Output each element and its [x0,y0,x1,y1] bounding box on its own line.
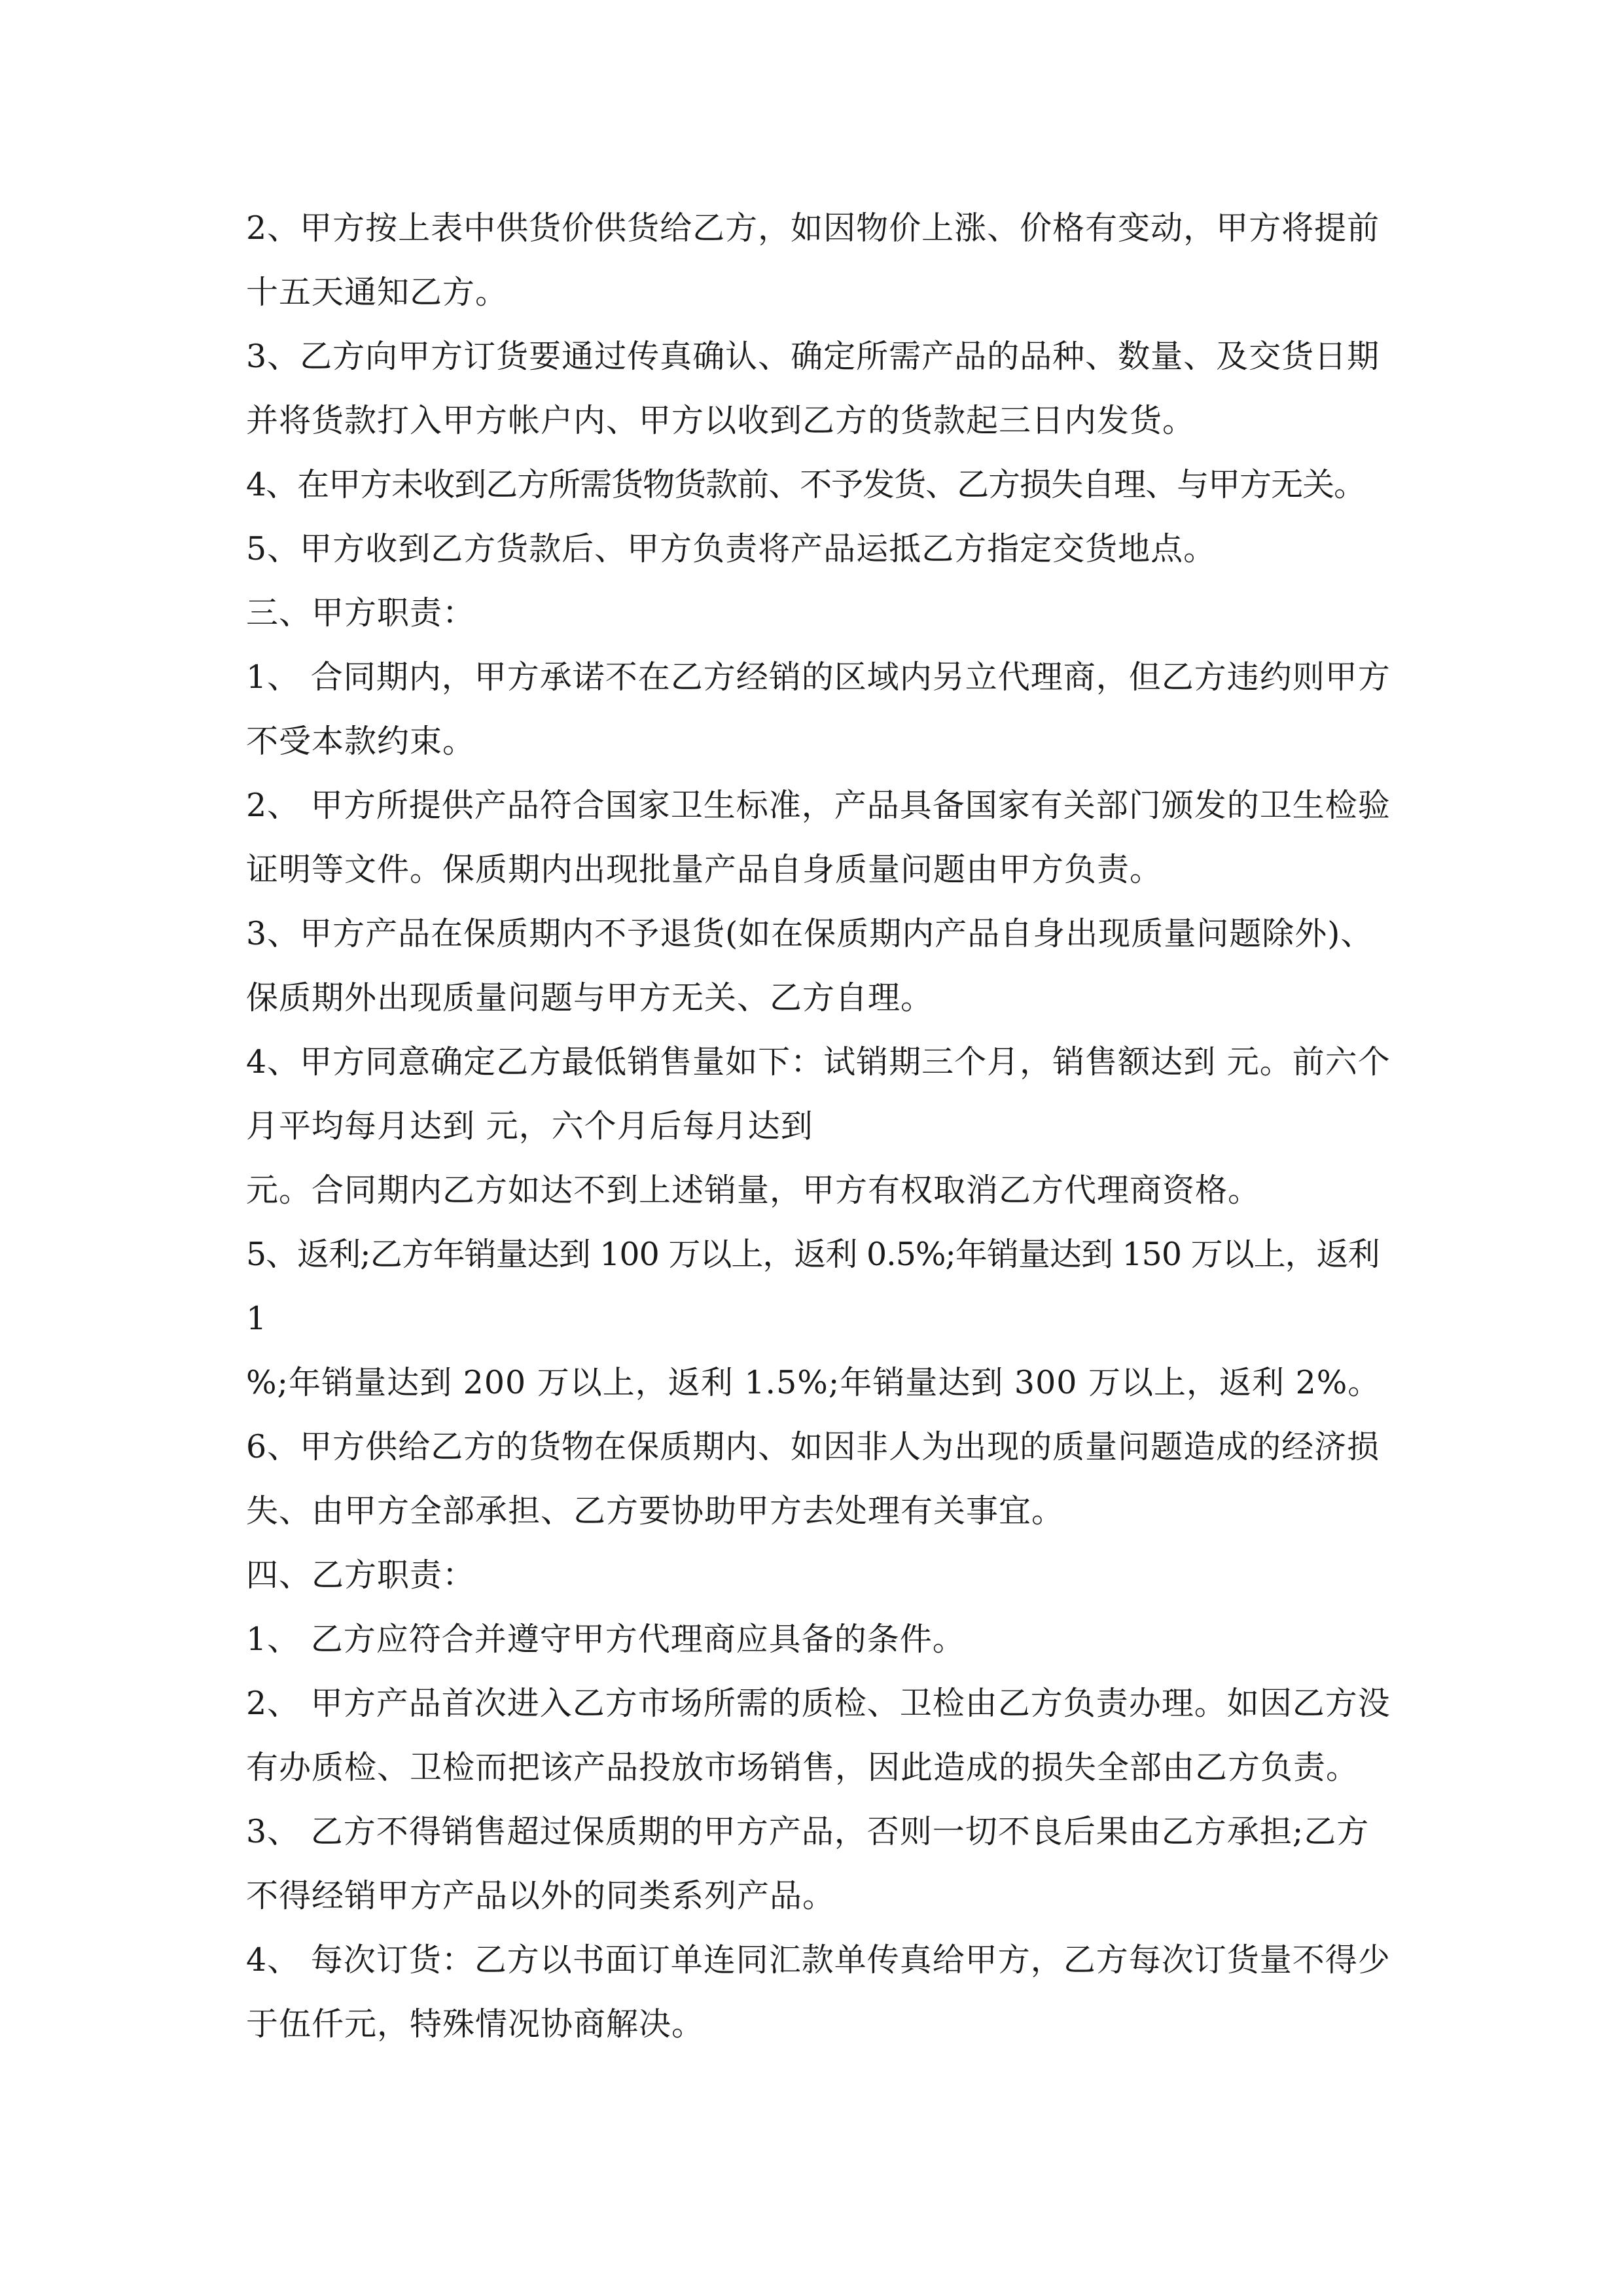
text-line: 5、返利;乙方年销量达到 100 万以上，返利 0.5%;年销量达到 150 万以上，返利 [246,1236,1380,1273]
text-line: 不受本款约束。 [246,723,476,760]
text-line: 5、甲方收到乙方货款后、甲方负责将产品运抵乙方指定交货地点。 [246,530,1217,567]
text-line: 不得经销甲方产品以外的同类系列产品。 [246,1877,836,1914]
text-line: 1、 乙方应符合并遵守甲方代理商应具备的条件。 [246,1621,965,1658]
text-line: 有办质检、卫检而把该产品投放市场销售，因此造成的损失全部由乙方负责。 [246,1749,1359,1786]
text-line: 1 [246,1300,268,1337]
text-line: 4、甲方同意确定乙方最低销售量如下：试销期三个月，销售额达到 元。前六个 [246,1043,1391,1081]
text-line: 3、 乙方不得销售超过保质期的甲方产品，否则一切不良后果由乙方承担;乙方 [246,1813,1370,1850]
text-line: 保质期外出现质量问题与甲方无关、乙方自理。 [246,979,934,1016]
text-line: 6、甲方供给乙方的货物在保质期内、如因非人为出现的质量问题造成的经济损 [246,1428,1380,1465]
text-line: 4、在甲方未收到乙方所需货物货款前、不予发货、乙方损失自理、与甲方无关。 [246,466,1366,503]
text-line: 2、 甲方产品首次进入乙方市场所需的质检、卫检由乙方负责办理。如因乙方没 [246,1685,1391,1722]
text-line: 月平均每月达到 元，六个月后每月达到 [246,1107,813,1145]
text-line: 并将货款打入甲方帐户内、甲方以收到乙方的货款起三日内发货。 [246,402,1196,439]
section-heading-party-a-duties: 三、甲方职责： [246,594,476,632]
text-line: 十五天通知乙方。 [246,274,508,311]
section-heading-party-b-duties: 四、乙方职责： [246,1556,476,1594]
text-line: 3、乙方向甲方订货要通过传真确认、确定所需产品的品种、数量、及交货日期 [246,338,1380,375]
text-line: %;年销量达到 200 万以上，返利 1.5%;年销量达到 300 万以上，返利 2%。 [246,1364,1381,1401]
text-line: 证明等文件。保质期内出现批量产品自身质量问题由甲方负责。 [246,851,1163,888]
text-line: 2、 甲方所提供产品符合国家卫生标准，产品具备国家有关部门颁发的卫生检验 [246,787,1391,824]
text-line: 1、 合同期内，甲方承诺不在乙方经销的区域内另立代理商，但乙方违约则甲方 [246,658,1391,696]
text-line: 4、 每次订货：乙方以书面订单连同汇款单传真给甲方，乙方每次订货量不得少 [246,1941,1391,1979]
contract-body-text [246,196,1391,2056]
text-line: 失、由甲方全部承担、乙方要协助甲方去处理有关事宜。 [246,1492,1065,1530]
text-line: 于伍仟元，特殊情况协商解决。 [246,2005,705,2043]
text-line: 3、甲方产品在保质期内不予退货(如在保质期内产品自身出现质量问题除外)、 [246,915,1374,952]
text-line: 2、甲方按上表中供货价供货给乙方，如因物价上涨、价格有变动，甲方将提前 [246,209,1380,247]
text-line: 元。合同期内乙方如达不到上述销量，甲方有权取消乙方代理商资格。 [246,1172,1261,1209]
